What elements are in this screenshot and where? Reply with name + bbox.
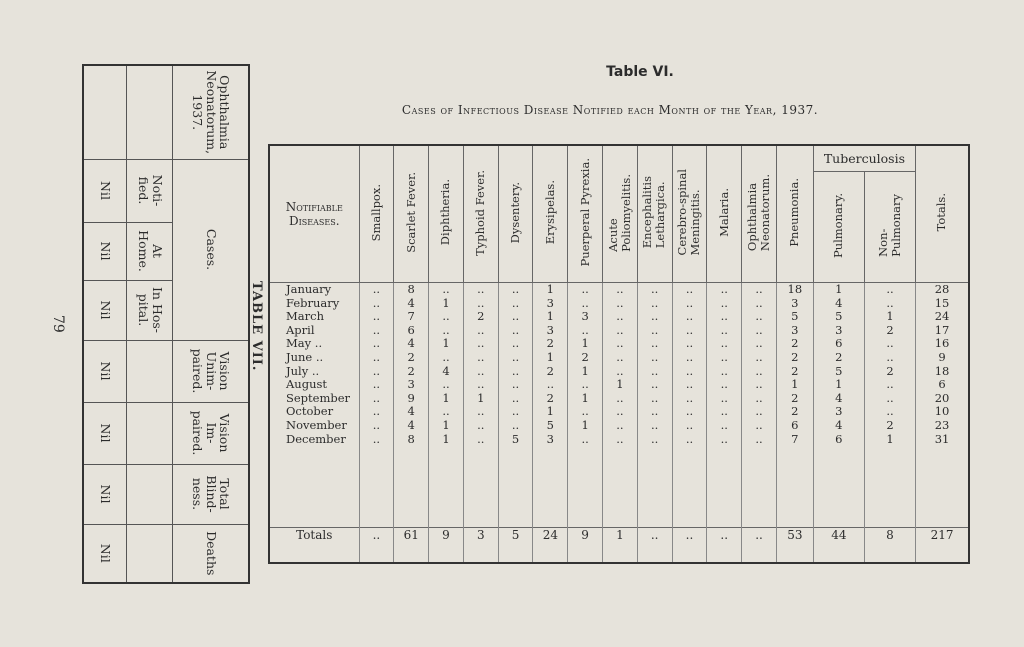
table6-cell: .. <box>720 322 728 337</box>
table6-cell: .. <box>372 431 381 446</box>
table6-cell: .. <box>442 377 450 392</box>
table6-cell: .. <box>372 363 381 378</box>
table6-cell: 31 <box>934 431 950 446</box>
table6-cell: 3 <box>835 404 843 419</box>
table6-cell: 24 <box>934 309 950 324</box>
table7-value-vision-impaired: Nil <box>83 402 127 464</box>
table6-cell: 3 <box>546 295 554 310</box>
table6-cell: 1 <box>442 431 450 446</box>
table6-cell: 4 <box>835 295 843 310</box>
table6-cell: .. <box>755 390 763 405</box>
table6-cell: .. <box>477 363 485 378</box>
table6-cell: .. <box>651 309 659 324</box>
table6-cell: .. <box>755 417 763 432</box>
table6-cell: .. <box>442 282 450 296</box>
table6-cell: 6 <box>835 336 843 351</box>
table6-cell: .. <box>886 282 894 296</box>
table6-cell: .. <box>685 363 694 378</box>
table6-cell: .. <box>372 295 381 310</box>
table6-cell: .. <box>685 322 694 337</box>
table6-cell: 7 <box>791 431 799 446</box>
table6-col-header: Encephalitis Lethargica. <box>637 145 672 283</box>
table6-cell: .. <box>886 349 894 364</box>
table6-cell: 2 <box>835 349 843 364</box>
table6-cell: .. <box>685 404 694 419</box>
table6-cell: .. <box>372 349 381 364</box>
table6-title: Table VI. <box>606 64 674 80</box>
table6-cell: .. <box>651 336 659 351</box>
table6-cell: 1 <box>546 404 554 419</box>
table7-empty <box>83 65 127 159</box>
table6-cell: .. <box>442 404 450 419</box>
table6-cell: .. <box>720 282 728 296</box>
table6-cell: 2 <box>886 363 894 378</box>
table6-total-cell: 24 <box>533 528 568 564</box>
table6-cell: .. <box>581 431 589 446</box>
table7-title: Ophthalmia Neonatorum, 1937. <box>173 65 249 159</box>
table6-cell: 4 <box>407 417 415 432</box>
table6-cell: 1 <box>442 295 450 310</box>
table7-empty <box>127 402 173 464</box>
page-number: 79 <box>50 315 66 333</box>
table7-col-at-home: At Home. <box>127 222 173 280</box>
table6-cell: 2 <box>546 336 554 351</box>
table7-value-at-home: Nil <box>83 222 127 280</box>
table6-cell: .. <box>477 322 485 337</box>
table6-cell: 28 <box>934 282 950 296</box>
table6-cell: .. <box>720 404 728 419</box>
table6-cell: 3 <box>407 377 415 392</box>
table6-total-cell: .. <box>359 528 394 564</box>
month-label: June .. <box>286 349 324 364</box>
table6-cell: .. <box>546 377 554 392</box>
table6-cell: .. <box>616 349 624 364</box>
table6-total-cell: 8 <box>864 528 915 564</box>
table6-cell: 23 <box>934 417 950 432</box>
table6-total-cell: .. <box>742 528 777 564</box>
table6-total-cell: 61 <box>394 528 429 564</box>
table7-col-deaths: Deaths <box>173 524 249 583</box>
table6-data-column <box>742 283 777 528</box>
table6-cell: 5 <box>511 431 520 446</box>
table6-cell: .. <box>755 349 763 364</box>
table6-cell: 1 <box>835 377 843 392</box>
table6-cell: .. <box>372 336 381 351</box>
table6-col-header: Typhoid Fever. <box>463 145 498 283</box>
table6-data-column <box>568 283 603 528</box>
table6-cell: .. <box>511 349 520 364</box>
table7-spacer <box>127 65 173 159</box>
table6-cell: .. <box>755 404 763 419</box>
table6-cell: 5 <box>835 363 843 378</box>
table6-cell: .. <box>581 377 589 392</box>
table6-cell: .. <box>477 431 485 446</box>
table6-cell: .. <box>651 417 659 432</box>
table6-cell: .. <box>755 309 763 324</box>
table7 <box>82 64 250 584</box>
table6-cell: .. <box>442 309 450 324</box>
table6-cell: 3 <box>791 322 799 337</box>
table6-col-header: Totals. <box>916 145 969 283</box>
table6-total-cell: 44 <box>813 528 864 564</box>
table6-data-column <box>533 283 568 528</box>
table6-cell: 9 <box>407 390 415 405</box>
table6-cell: .. <box>511 309 520 324</box>
month-label: January <box>286 282 332 296</box>
table6-cell: 2 <box>407 349 415 364</box>
table7-wrapper <box>82 64 250 582</box>
table6-cell: .. <box>477 404 485 419</box>
table6-cell: 3 <box>791 295 799 310</box>
table6-cell: 3 <box>546 431 554 446</box>
table6-col-header: Pneumonia. <box>776 145 813 283</box>
table6-cell: 3 <box>835 322 843 337</box>
table6-cell: .. <box>720 417 728 432</box>
table6-totals-label: Totals <box>269 528 359 564</box>
table6-cell: .. <box>442 322 450 337</box>
table6-cell: .. <box>511 377 520 392</box>
table6-totals-row <box>269 528 969 564</box>
table6-cell: 1 <box>546 282 554 296</box>
table6-cell: .. <box>755 336 763 351</box>
table6-cell: 8 <box>407 282 415 296</box>
table6-col-header: Dysentery. <box>498 145 533 283</box>
table6-cell: 6 <box>835 431 843 446</box>
table7-value-vision-unimpaired: Nil <box>83 340 127 402</box>
table6-cell: .. <box>477 336 485 351</box>
month-label: April <box>286 322 315 337</box>
table6-cell: 3 <box>546 322 554 337</box>
table6-cell: .. <box>651 363 659 378</box>
table6-cell: 9 <box>938 349 946 364</box>
table6-cell: .. <box>755 295 763 310</box>
table6-cell: 2 <box>791 349 799 364</box>
table6-col-header: Smallpox. <box>359 145 394 283</box>
month-label: November <box>286 417 347 432</box>
table6-cell: .. <box>886 377 894 392</box>
table6-cell: 1 <box>581 390 589 405</box>
table6-cell: .. <box>511 322 520 337</box>
table6-cell: .. <box>651 404 659 419</box>
table6-cell: .. <box>511 404 520 419</box>
table6-cell: .. <box>616 363 624 378</box>
table6-cell: 2 <box>886 322 894 337</box>
month-label: May .. <box>286 336 323 351</box>
table6-cell: .. <box>651 282 659 296</box>
table6-cell: 6 <box>791 417 799 432</box>
table6-cell: .. <box>886 404 894 419</box>
table6-cell: .. <box>720 390 728 405</box>
table6-total-cell: 3 <box>463 528 498 564</box>
table6-cell: .. <box>685 431 694 446</box>
table6-cell: .. <box>685 390 694 405</box>
table7-col-in-hospital: In Hos- pital. <box>127 280 173 340</box>
table6-cell: 2 <box>886 417 894 432</box>
table6-cell: .. <box>651 349 659 364</box>
table6-cell: 5 <box>835 309 843 324</box>
table6-cell: 2 <box>407 363 415 378</box>
month-label: March <box>286 309 324 324</box>
table6-cell: .. <box>755 282 763 296</box>
table6-col-header: Non- Pulmonary <box>864 171 915 282</box>
table6-tuberculosis-group: Tuberculosis <box>813 145 915 171</box>
table6-cell: 2 <box>581 349 589 364</box>
table6-data-column <box>916 283 969 528</box>
table6-data-column <box>637 283 672 528</box>
table6-total-cell: 53 <box>776 528 813 564</box>
table6-cell: .. <box>720 336 728 351</box>
table6-cell: 2 <box>477 309 485 324</box>
table7-empty <box>127 524 173 583</box>
table6-col-header: Puerperal Pyrexia. <box>568 145 603 283</box>
table6-cell: 3 <box>581 309 589 324</box>
table6-data-column <box>864 283 915 528</box>
table6-cell: .. <box>477 349 485 364</box>
table6-cell: .. <box>685 295 694 310</box>
table6-total-cell: .. <box>637 528 672 564</box>
table6-cell: .. <box>616 404 624 419</box>
table6-data-column <box>672 283 707 528</box>
table6-col-header: Diphtheria. <box>429 145 464 283</box>
table6-cell: .. <box>755 377 763 392</box>
table6-col-header: Erysipelas. <box>533 145 568 283</box>
table6 <box>268 144 970 564</box>
table6-cell: 1 <box>442 336 450 351</box>
table6-cell: 1 <box>581 363 589 378</box>
table6-cell: 16 <box>934 336 950 351</box>
table6-cell: 1 <box>616 377 624 392</box>
table6-cell: .. <box>477 282 485 296</box>
month-label: August <box>286 377 328 392</box>
table6-data-column <box>813 283 864 528</box>
table6-cell: 2 <box>791 390 799 405</box>
table6-cell: .. <box>755 322 763 337</box>
table6-cell: .. <box>477 295 485 310</box>
table6-total-cell: 1 <box>603 528 638 564</box>
table6-cell: 4 <box>835 390 843 405</box>
table6-cell: .. <box>651 390 659 405</box>
table6-cell: .. <box>685 377 694 392</box>
table6-cell: 1 <box>442 390 450 405</box>
table6-col-header: Ophthalmia Neonatorum. <box>742 145 777 283</box>
table6-cell: .. <box>511 417 520 432</box>
table6-cell: .. <box>755 431 763 446</box>
table6-cell: 10 <box>934 404 950 419</box>
table6-cell: .. <box>511 390 520 405</box>
table6-cell: 4 <box>407 404 415 419</box>
month-label: December <box>286 431 346 446</box>
table7-value-deaths: Nil <box>83 524 127 583</box>
table6-cell: .. <box>372 404 381 419</box>
table6-cell: .. <box>616 295 624 310</box>
table6-cell: 7 <box>407 309 415 324</box>
table6-cell: .. <box>651 322 659 337</box>
table6-total-cell: .. <box>707 528 742 564</box>
table6-subtitle: Cases of Infectious Disease Notified each Month of the Year, 1937. <box>401 103 819 117</box>
table6-data-column <box>498 283 533 528</box>
table6-data-column <box>707 283 742 528</box>
table6-cell: .. <box>511 282 520 296</box>
table6-cell: .. <box>372 309 381 324</box>
table6-cell: .. <box>581 282 589 296</box>
table6-cell: .. <box>511 295 520 310</box>
table7-value-total-blindness: Nil <box>83 464 127 524</box>
table6-cell: .. <box>442 349 450 364</box>
table6-cell: .. <box>685 309 694 324</box>
table6-cell: 18 <box>934 363 950 378</box>
table6-cell: 20 <box>934 390 950 405</box>
table6-cell: 2 <box>546 363 554 378</box>
table6-total-cell: .. <box>672 528 707 564</box>
table7-col-vision-unimpaired: Vision Unim- paired. <box>173 340 249 402</box>
table6-cell: .. <box>685 417 694 432</box>
table6-cell: 8 <box>407 431 415 446</box>
table6-cell: .. <box>372 390 381 405</box>
table6-cell: .. <box>616 417 624 432</box>
table6-data-column <box>776 283 813 528</box>
table6-cell: .. <box>477 377 485 392</box>
table6-data-column <box>429 283 464 528</box>
table6-cell: .. <box>720 431 728 446</box>
table6-cell: .. <box>372 322 381 337</box>
table7-col-notified: Noti- fied. <box>127 159 173 222</box>
table6-cell: 6 <box>407 322 415 337</box>
table6-cell: 18 <box>787 282 803 296</box>
table7-cases-label: Cases. <box>173 159 249 340</box>
table6-total-cell: 9 <box>568 528 603 564</box>
table6-cell: 2 <box>791 404 799 419</box>
table6-cell: .. <box>651 295 659 310</box>
table7-empty <box>127 464 173 524</box>
table6-cell: 1 <box>581 336 589 351</box>
table6-cell: .. <box>720 377 728 392</box>
table6-cell: 1 <box>886 309 894 324</box>
table6-cell: .. <box>651 377 659 392</box>
table6-cell: 1 <box>791 377 799 392</box>
table6-cell: .. <box>616 390 624 405</box>
table6-cell: 1 <box>581 417 589 432</box>
table6-total-cell: 9 <box>429 528 464 564</box>
table7-col-vision-impaired: Vision Im- paired. <box>173 402 249 464</box>
table6-cell: 4 <box>835 417 843 432</box>
table6-cell: .. <box>511 363 520 378</box>
table6-cell: 4 <box>442 363 450 378</box>
table6-cell: 15 <box>934 295 950 310</box>
table6-row-header: Notifiable Diseases. <box>269 145 359 283</box>
table6-cell: 1 <box>477 390 485 405</box>
table6-cell: .. <box>581 322 589 337</box>
table7-value-in-hospital: Nil <box>83 280 127 340</box>
table6-month-column <box>269 283 359 528</box>
table6-col-header: Scarlet Fever. <box>394 145 429 283</box>
table7-caption: TABLE VII. <box>249 280 264 372</box>
table6-data-column <box>359 283 394 528</box>
table6-cell: .. <box>886 390 894 405</box>
table6-cell: .. <box>616 336 624 351</box>
table6-cell: .. <box>720 295 728 310</box>
table6-cell: 1 <box>546 349 554 364</box>
table6-cell: 5 <box>546 417 554 432</box>
table7-value-notified: Nil <box>83 159 127 222</box>
table6-cell: .. <box>651 431 659 446</box>
table6-cell: 4 <box>407 295 415 310</box>
table6-cell: 6 <box>938 377 946 392</box>
table6-cell: .. <box>685 349 694 364</box>
table6-cell: .. <box>616 431 624 446</box>
table7-empty <box>127 340 173 402</box>
table6-cell: 1 <box>546 309 554 324</box>
table6-cell: 4 <box>407 336 415 351</box>
table6-cell: .. <box>372 282 381 296</box>
table6-cell: 1 <box>835 282 843 296</box>
table6-total-cell: 217 <box>916 528 969 564</box>
table6-data-column <box>603 283 638 528</box>
table6-cell: 2 <box>546 390 554 405</box>
table6-cell: 2 <box>791 336 799 351</box>
table7-col-total-blindness: Total Blind- ness. <box>173 464 249 524</box>
month-label: July .. <box>286 363 320 378</box>
month-label: September <box>286 390 351 405</box>
table6-cell: .. <box>372 417 381 432</box>
table6-col-header: Pulmonary. <box>813 171 864 282</box>
table6-col-header: Acute Poliomyelitis. <box>603 145 638 283</box>
table6-data-column <box>394 283 429 528</box>
table6-cell: .. <box>581 295 589 310</box>
table6-cell: .. <box>720 349 728 364</box>
table6-cell: .. <box>685 336 694 351</box>
table6-cell: .. <box>616 282 624 296</box>
table6-col-header: Malaria. <box>707 145 742 283</box>
table6-cell: .. <box>886 295 894 310</box>
table6-cell: 17 <box>934 322 950 337</box>
table6-col-header: Cerebro-spinal Meningitis. <box>672 145 707 283</box>
month-label: February <box>286 295 340 310</box>
table6-cell: .. <box>477 417 485 432</box>
table6-cell: .. <box>616 309 624 324</box>
month-label: October <box>286 404 334 419</box>
table6-cell: .. <box>755 363 763 378</box>
table6-cell: 5 <box>791 309 799 324</box>
table6-cell: 2 <box>791 363 799 378</box>
table6-cell: .. <box>581 404 589 419</box>
table6-cell: .. <box>886 336 894 351</box>
table6-cell: .. <box>372 377 381 392</box>
table6-total-cell: 5 <box>498 528 533 564</box>
table6-cell: .. <box>685 282 694 296</box>
table6-cell: .. <box>720 363 728 378</box>
table6-cell: 1 <box>886 431 894 446</box>
table6-cell: 1 <box>442 417 450 432</box>
table6-cell: .. <box>720 309 728 324</box>
table6-data-column <box>463 283 498 528</box>
table6-cell: .. <box>511 336 520 351</box>
table6-cell: .. <box>616 322 624 337</box>
table6-body-row <box>269 283 969 528</box>
